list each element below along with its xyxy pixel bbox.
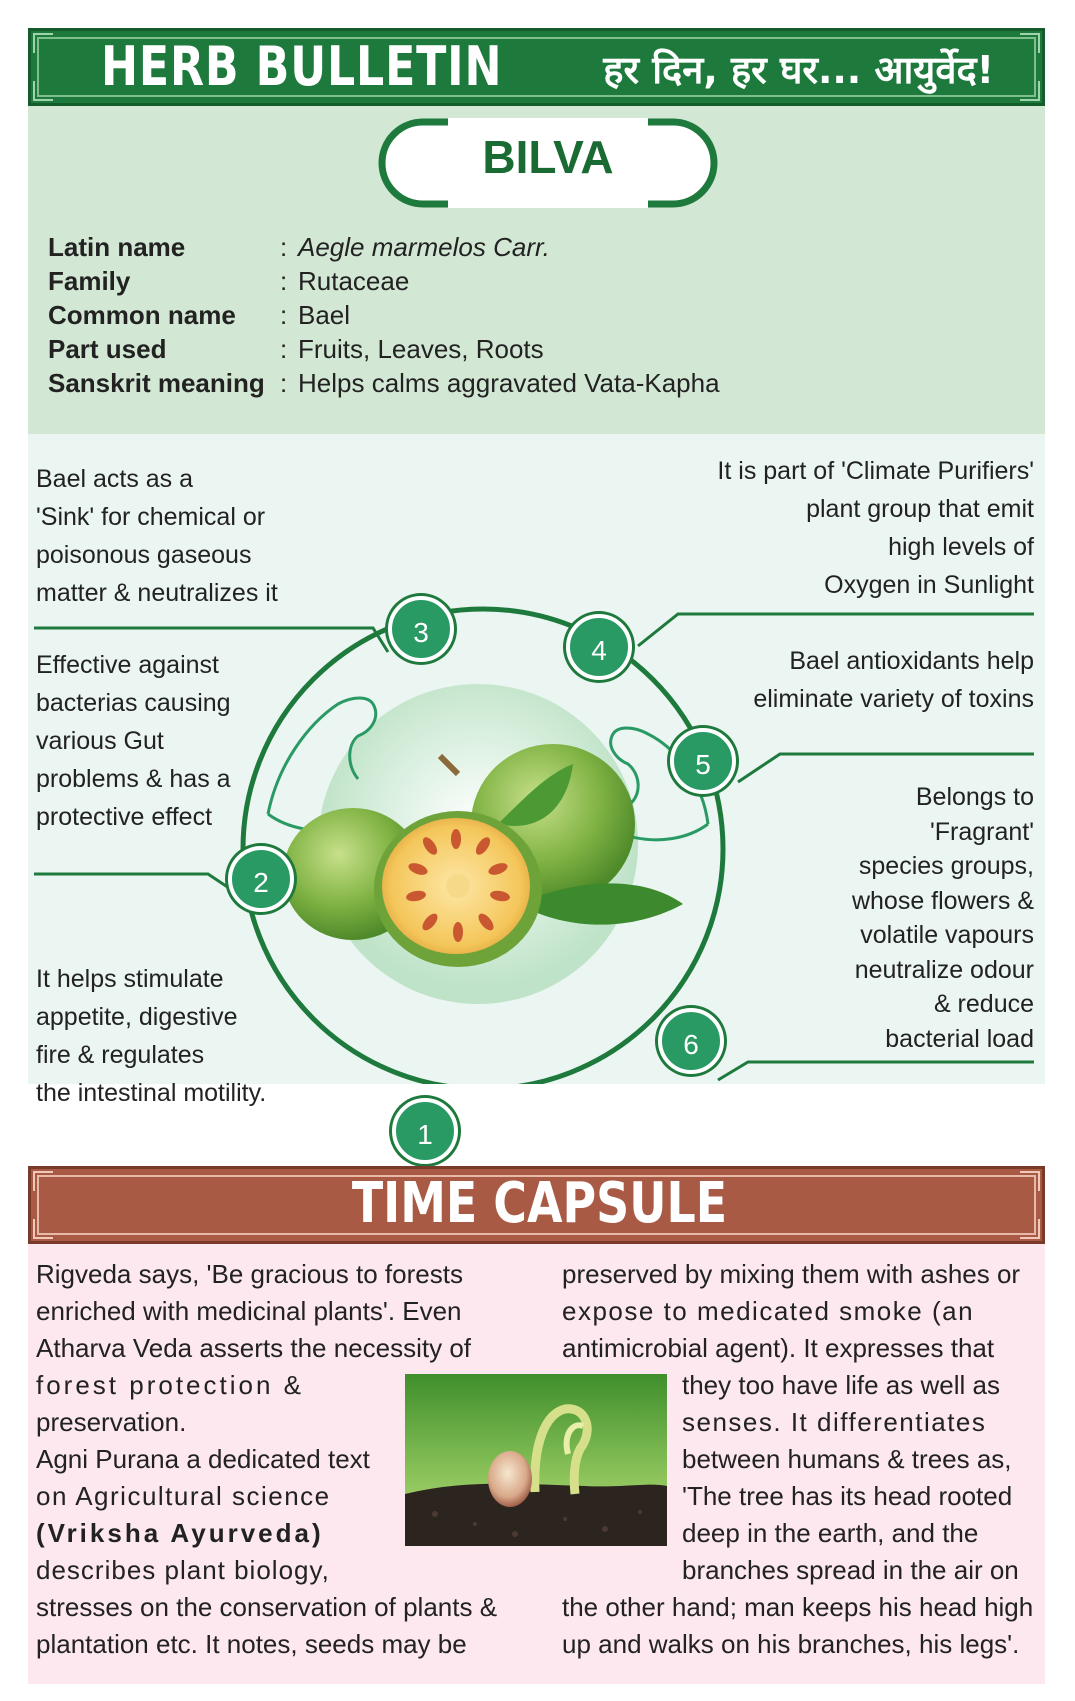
benefit-line: Bael antioxidants help bbox=[789, 647, 1034, 675]
tc-right-line: senses. It differentiates bbox=[682, 1407, 987, 1437]
info-value: Fruits, Leaves, Roots bbox=[298, 334, 544, 364]
corner-ornament bbox=[1020, 1171, 1040, 1191]
benefit-line: volatile vapours bbox=[860, 921, 1034, 949]
benefit-text-6 bbox=[852, 780, 1034, 1056]
info-row-part: Part used : Fruits, Leaves, Roots bbox=[48, 334, 544, 364]
tc-left-line: plantation etc. It notes, seeds may be bbox=[36, 1629, 467, 1659]
info-value: Rutaceae bbox=[298, 266, 410, 296]
benefit-line: whose flowers & bbox=[851, 886, 1034, 915]
tc-right-line: between humans & trees as, bbox=[682, 1444, 1012, 1474]
benefit-line: problems & has a bbox=[36, 765, 231, 793]
benefit-text-4 bbox=[717, 452, 1034, 604]
info-row-family: Family : Rutaceae bbox=[48, 266, 410, 296]
info-label: Latin name bbox=[48, 232, 186, 262]
benefit-line: It helps stimulate bbox=[36, 965, 224, 993]
header-banner bbox=[28, 28, 1045, 106]
benefit-line: bacterial load bbox=[885, 1024, 1034, 1053]
benefit-text-5 bbox=[753, 642, 1034, 718]
benefit-badge-4: 4 bbox=[566, 614, 632, 680]
tc-right-line: preserved by mixing them with ashes or bbox=[562, 1259, 1021, 1289]
herb-name: BILVA bbox=[482, 131, 614, 183]
tc-left-line: describes plant biology, bbox=[36, 1555, 330, 1585]
benefit-line: 'Fragrant' bbox=[929, 817, 1034, 846]
tc-left-line: (Vriksha Ayurveda) bbox=[36, 1518, 324, 1548]
benefit-line: It is part of 'Climate Purifiers' bbox=[717, 457, 1034, 485]
tc-right-line: branches spread in the air on bbox=[682, 1555, 1019, 1585]
corner-ornament bbox=[33, 33, 53, 53]
benefit-badge-5: 5 bbox=[670, 728, 736, 794]
info-value: Helps calms aggravated Vata-Kapha bbox=[298, 368, 720, 398]
tc-right-line: the other hand; man keeps his head high bbox=[562, 1592, 1034, 1622]
info-row-sanskrit: Sanskrit meaning : Helps calms aggravated Vata-Kapha bbox=[48, 368, 720, 398]
info-label: Sanskrit meaning bbox=[48, 368, 265, 398]
tc-left-line: Rigveda says, 'Be gracious to forests bbox=[36, 1259, 463, 1289]
corner-ornament bbox=[1020, 1219, 1040, 1239]
benefit-line: & reduce bbox=[933, 990, 1034, 1018]
tc-right-line: 'The tree has its head rooted bbox=[682, 1481, 1013, 1511]
benefit-line: Oxygen in Sunlight bbox=[824, 571, 1034, 599]
benefit-text-3 bbox=[36, 460, 278, 612]
benefit-badge-3: 3 bbox=[388, 596, 454, 662]
time-capsule-title: TIME CAPSULE bbox=[351, 1171, 728, 1236]
info-label: Part used bbox=[48, 334, 167, 364]
corner-ornament bbox=[33, 81, 53, 101]
benefits-section bbox=[28, 434, 1045, 1150]
time-capsule-banner bbox=[28, 1166, 1045, 1244]
benefit-text-1 bbox=[36, 960, 266, 1112]
benefit-badge-6: 6 bbox=[658, 1008, 724, 1074]
bulletin-title: HERB BULLETIN bbox=[101, 35, 503, 98]
info-label: Common name bbox=[48, 300, 236, 330]
info-row-common: Common name : Bael bbox=[48, 300, 351, 330]
sprout-image bbox=[405, 1374, 667, 1546]
corner-ornament bbox=[1020, 81, 1040, 101]
tc-right-line: they too have life as well as bbox=[682, 1370, 1000, 1400]
tc-left-line: Atharva Veda asserts the necessity of bbox=[36, 1333, 472, 1363]
corner-ornament bbox=[33, 1219, 53, 1239]
benefit-line: species groups, bbox=[858, 852, 1034, 880]
benefit-line: Bael acts as a bbox=[36, 465, 194, 493]
tc-left-line: on Agricultural science bbox=[36, 1481, 331, 1511]
benefit-line: appetite, digestive bbox=[36, 1003, 238, 1031]
benefit-line: various Gut bbox=[36, 727, 164, 755]
tc-right-line: deep in the earth, and the bbox=[682, 1518, 979, 1548]
tc-right-line: antimicrobial agent). It expresses that bbox=[562, 1333, 995, 1363]
herb-info-panel bbox=[28, 106, 1045, 434]
tc-right-line: expose to medicated smoke (an bbox=[562, 1296, 975, 1326]
benefit-badge-2: 2 bbox=[228, 846, 294, 912]
corner-ornament bbox=[1020, 33, 1040, 53]
benefit-line: the intestinal motility. bbox=[36, 1079, 267, 1107]
benefit-line: matter & neutralizes it bbox=[36, 579, 278, 607]
tc-left-line: Agni Purana a dedicated text bbox=[36, 1444, 370, 1474]
tc-left-line: stresses on the conservation of plants & bbox=[36, 1592, 498, 1622]
benefit-line: protective effect bbox=[36, 803, 213, 831]
hindi-tagline: हर दिन, हर घर... आयुर्वेद! bbox=[603, 48, 994, 92]
benefit-line: fire & regulates bbox=[36, 1041, 205, 1069]
tc-right-line: up and walks on his branches, his legs'. bbox=[562, 1629, 1020, 1659]
benefit-line: eliminate variety of toxins bbox=[753, 685, 1034, 713]
benefit-text-2 bbox=[36, 646, 231, 836]
benefit-line: high levels of bbox=[888, 533, 1034, 561]
benefit-line: 'Sink' for chemical or bbox=[36, 503, 266, 531]
benefit-line: Belongs to bbox=[915, 783, 1034, 811]
tc-left-line: forest protection & bbox=[36, 1370, 304, 1400]
info-label: Family bbox=[48, 266, 131, 296]
benefit-line: bacterias causing bbox=[36, 689, 231, 717]
tc-left-line: enriched with medicinal plants'. Even bbox=[36, 1296, 462, 1326]
info-value: Aegle marmelos Carr. bbox=[298, 232, 550, 262]
benefit-line: plant group that emit bbox=[806, 495, 1034, 523]
corner-ornament bbox=[33, 1171, 53, 1191]
tc-left-line: preservation. bbox=[36, 1407, 187, 1437]
benefit-line: Effective against bbox=[36, 651, 219, 679]
info-row-latin: Latin name : Aegle marmelos Carr. bbox=[48, 232, 550, 262]
benefit-badge-1: 1 bbox=[392, 1098, 458, 1164]
info-value: Bael bbox=[298, 300, 351, 330]
benefit-line: poisonous gaseous bbox=[36, 541, 252, 569]
benefit-line: neutralize odour bbox=[854, 955, 1034, 984]
